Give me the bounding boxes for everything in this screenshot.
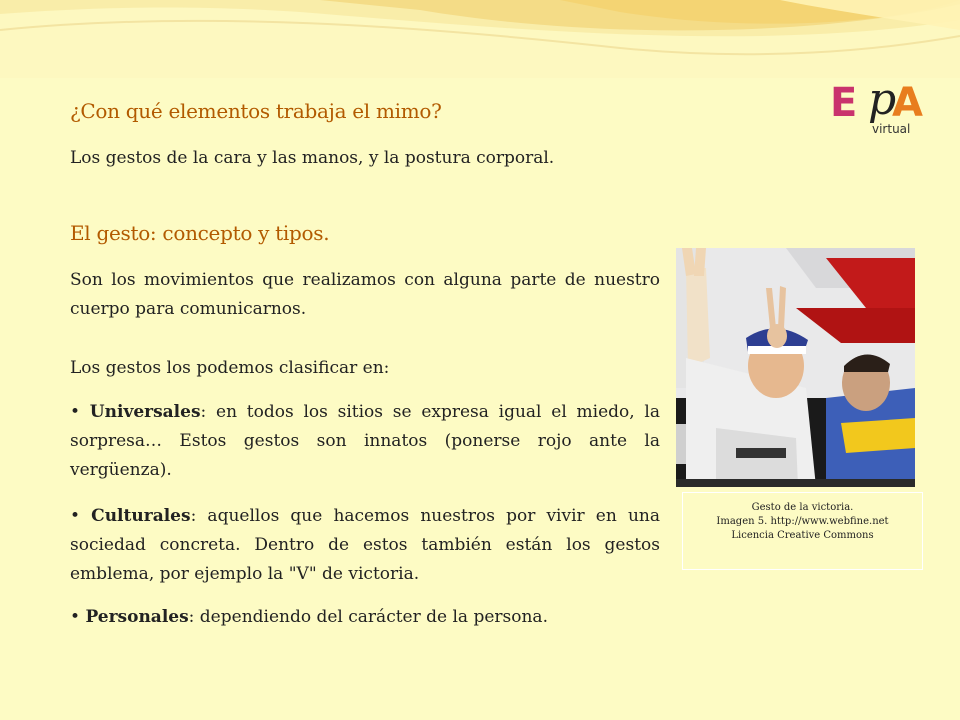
heading-mimo-elements: ¿Con qué elementos trabaja el mimo? — [70, 99, 442, 123]
logo-subtitle: virtual — [872, 122, 911, 136]
decorative-top-band — [0, 0, 960, 78]
bullet-symbol: • — [70, 506, 81, 526]
classify-intro: Los gestos los podemos clasificar en: — [70, 358, 390, 378]
photo-caption — [682, 492, 923, 570]
bullet-term: Personales — [85, 607, 189, 627]
caption-license: Licencia Creative Commons — [731, 530, 874, 541]
logo-letter-e: E — [830, 80, 858, 126]
bullet-term: Universales — [89, 402, 201, 422]
bullet-text: : dependiendo del carácter de la persona. — [188, 607, 548, 627]
bullet-personales — [70, 603, 548, 632]
logo-letter-p: p — [868, 74, 897, 125]
bullet-text: : aquellos que hacemos nuestros por vivir en una sociedad concreta. Dentro de estos también están los gestos emblema, por ejemplo la "V" de victoria. — [70, 506, 660, 584]
epa-virtual-logo — [828, 74, 928, 144]
bullet-universales — [70, 398, 660, 485]
caption-source: Imagen 5. http://www.webfine.net — [716, 516, 889, 527]
heading-gesture-concept: El gesto: concepto y tipos. — [70, 221, 330, 245]
logo-letter-a: A — [892, 80, 923, 126]
gesture-definition: Son los movimientos que realizamos con alguna parte de nuestro cuerpo para comunicarnos. — [70, 270, 660, 319]
bullet-culturales — [70, 502, 660, 589]
bullet-term: Culturales — [91, 506, 191, 526]
answer-mimo-elements: Los gestos de la cara y las manos, y la postura corporal. — [70, 148, 555, 168]
bullet-text: : en todos los sitios se expresa igual el miedo, la sorpresa… Estos gestos son innatos (ponerse rojo ante la vergüenza). — [70, 402, 660, 480]
caption-title: Gesto de la victoria. — [751, 502, 854, 513]
bullet-symbol: • — [70, 402, 81, 422]
victory-gesture-photo — [676, 248, 915, 487]
bullet-symbol: • — [70, 607, 81, 627]
